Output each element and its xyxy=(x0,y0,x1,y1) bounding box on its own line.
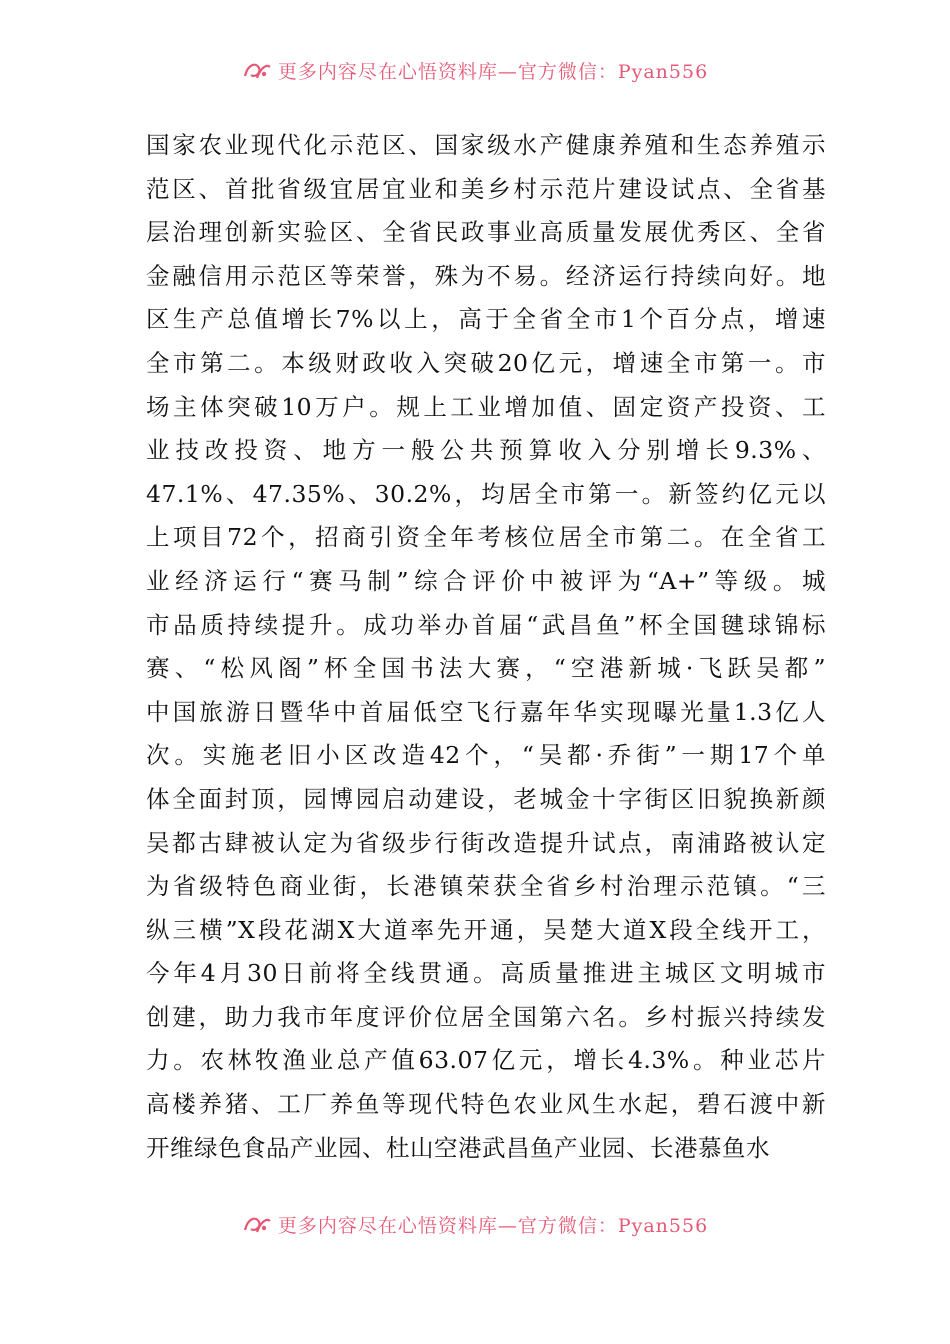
text-line: 创建，助力我市年度评价位居全国第六名。乡村振兴持续发 xyxy=(146,1002,826,1031)
text-line: 市品质持续提升。成功举办首届“武昌鱼”杯全国毽球锦标 xyxy=(146,610,826,639)
watermark-logo-icon xyxy=(242,1213,272,1235)
text-line: 力。农林牧渔业总产值63.07亿元，增长4.3%。种业芯片 xyxy=(146,1046,826,1075)
text-line: 层治理创新实验区、全省民政事业高质量发展优秀区、全省 xyxy=(146,218,826,247)
text-line: 区生产总值增长7%以上，高于全省全市1个百分点，增速 xyxy=(146,305,826,334)
text-line: 47.1%、47.35%、30.2%，均居全市第一。新签约亿元以 xyxy=(146,479,826,508)
text-line: 高楼养猪、工厂养鱼等现代特色农业风生水起，碧石渡中新 xyxy=(146,1090,826,1119)
watermark-logo-icon xyxy=(242,59,272,81)
text-line: 纵三横”X段花湖X大道率先开通，吴楚大道X段全线开工， xyxy=(146,915,827,944)
watermark-text: 更多内容尽在心悟资料库—官方微信：Pyan556 xyxy=(277,60,709,83)
text-line: 场主体突破10万户。规上工业增加值、固定资产投资、工 xyxy=(146,392,826,421)
text-line: 为省级特色商业街，长港镇荣获全省乡村治理示范镇。“三 xyxy=(146,872,826,901)
text-line: 业技改投资、地方一般公共预算收入分别增长9.3%、 xyxy=(146,436,826,465)
text-line: 中国旅游日暨华中首届低空飞行嘉年华实现曝光量1.3亿人 xyxy=(146,697,826,726)
text-line: 次。实施老旧小区改造42个，“吴都·乔街”一期17个单 xyxy=(146,741,826,770)
text-line: 吴都古肆被认定为省级步行街改造提升试点，南浦路被认定 xyxy=(146,828,826,857)
text-line: 今年4月30日前将全线贯通。高质量推进主城区文明城市 xyxy=(146,959,826,988)
text-line: 赛、“松风阁”杯全国书法大赛，“空港新城·飞跃吴都” xyxy=(146,654,826,683)
text-line: 金融信用示范区等荣誉，殊为不易。经济运行持续向好。地 xyxy=(146,261,826,290)
text-line: 业经济运行“赛马制”综合评价中被评为“A+”等级。城 xyxy=(146,566,826,595)
text-line: 国家农业现代化示范区、国家级水产健康养殖和生态养殖示 xyxy=(146,131,826,159)
text-line: 体全面封顶，园博园启动建设，老城金十字街区旧貌换新颜 xyxy=(146,784,826,813)
body-paragraph xyxy=(146,124,826,1170)
text-line: 全市第二。本级财政收入突破20亿元，增速全市第一。市 xyxy=(146,348,826,377)
text-line: 开维绿色食品产业园、杜山空港武昌鱼产业园、长港慕鱼水 xyxy=(146,1133,770,1162)
watermark-banner-top xyxy=(0,50,950,90)
text-line: 上项目72个，招商引资全年考核位居全市第二。在全省工 xyxy=(146,523,826,552)
text-line: 范区、首批省级宜居宜业和美乡村示范片建设试点、全省基 xyxy=(146,174,826,203)
watermark-banner-bottom xyxy=(0,1204,950,1244)
watermark-text: 更多内容尽在心悟资料库—官方微信：Pyan556 xyxy=(277,1214,709,1237)
